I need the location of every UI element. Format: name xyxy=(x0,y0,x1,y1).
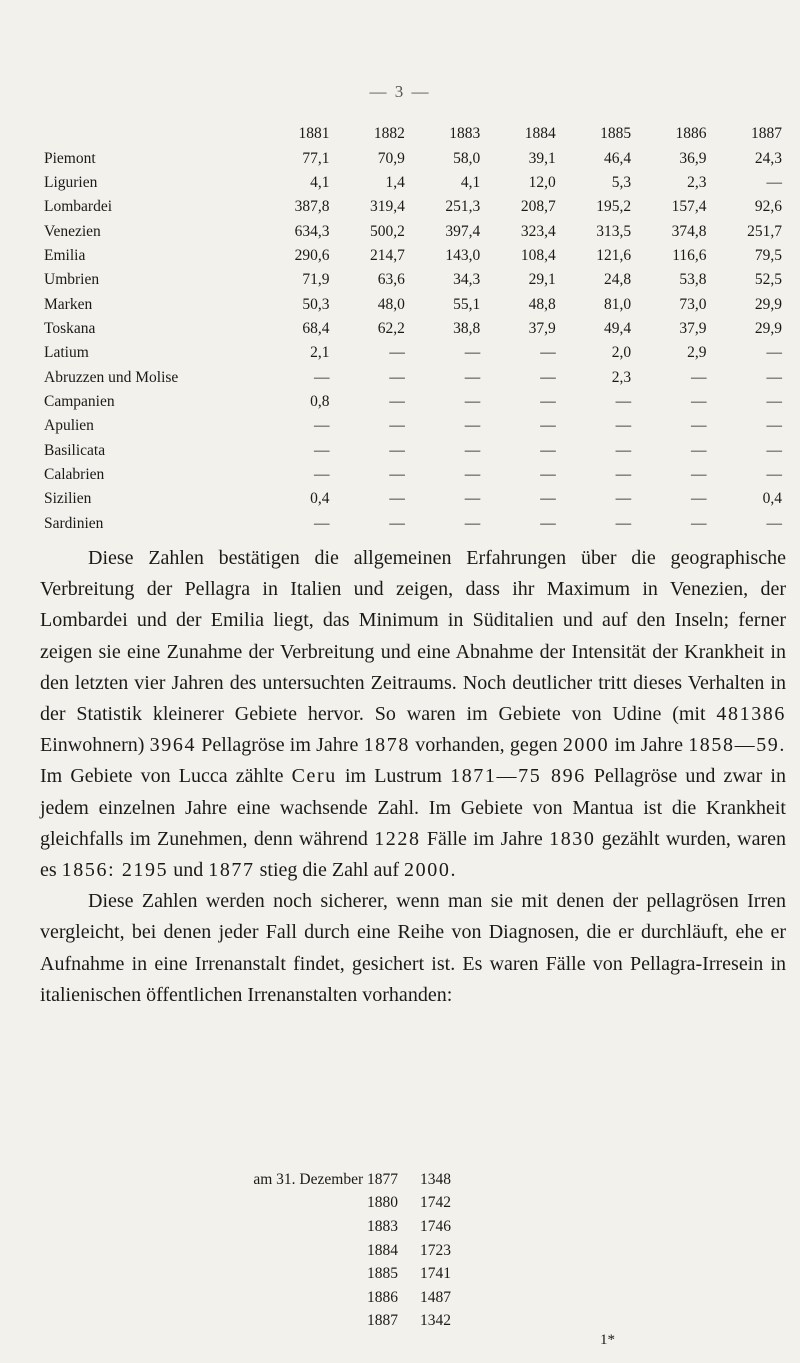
table-cell: 2,1 xyxy=(310,344,330,362)
asylum-row xyxy=(196,1215,451,1239)
table-cell: — xyxy=(766,465,782,483)
table-cell: 0,8 xyxy=(310,392,330,410)
table-cell: 2,9 xyxy=(687,344,707,362)
table-cell: — xyxy=(691,441,707,459)
table-cell: — xyxy=(691,417,707,435)
table-cell: — xyxy=(615,465,632,483)
table-cell: — xyxy=(464,514,481,532)
table-cell: 68,4 xyxy=(302,319,330,337)
table-row xyxy=(44,414,784,438)
table-cell: — xyxy=(313,441,330,459)
table-cell: — xyxy=(766,417,782,435)
table-cell: — xyxy=(691,392,707,410)
text-run: Pellagröse im Jahre xyxy=(196,734,364,757)
table-row xyxy=(44,195,784,219)
table-cell: 37,9 xyxy=(679,319,707,337)
table-cell: — xyxy=(389,441,405,459)
table-cell: 77,1 xyxy=(302,149,330,167)
table-cell: 29,9 xyxy=(754,319,782,337)
table-cell: — xyxy=(389,344,405,362)
table-cell: 397,4 xyxy=(445,222,481,240)
table-cell: 143,0 xyxy=(445,246,481,264)
table-cell: 4,1 xyxy=(460,173,481,191)
table-cell: — xyxy=(313,417,330,435)
asylum-row xyxy=(196,1192,451,1216)
table-row xyxy=(44,219,784,243)
table-cell: 251,7 xyxy=(747,222,782,240)
table-cell: 121,6 xyxy=(596,246,632,264)
region-name: Sizilien xyxy=(44,490,92,508)
region-name: Sardinien xyxy=(44,514,104,532)
table-cell: 24,3 xyxy=(754,149,782,167)
table-cell: 63,6 xyxy=(377,271,405,289)
table-cell: 73,0 xyxy=(679,295,707,313)
table-cell: 0,4 xyxy=(762,490,782,508)
asylum-count: 1723 xyxy=(420,1241,451,1259)
table-cell: — xyxy=(615,441,632,459)
table-cell: — xyxy=(540,392,556,410)
asylum-date: 1884 xyxy=(367,1241,398,1259)
table-cell: — xyxy=(540,441,556,459)
paragraph-asylums: Diese Zahlen werden noch sicherer, wenn man sie mit denen der pellagrösen Irren vergleicht, bei denen jeder Fall durch eine Reihe von Diagnosen, die er durchläuft, ehe er Aufnahme in eine Irrenanstalt findet, gesichert ist. Es waren Fälle von Pellagra-Irresein in italienischen öffentlichen Irrenanstalten vorhanden: xyxy=(40,890,786,1006)
region-name: Abruzzen und Molise xyxy=(44,368,179,386)
table-cell: — xyxy=(766,514,782,532)
table-cell: — xyxy=(540,368,556,386)
table-cell: — xyxy=(615,490,632,508)
table-cell: 53,8 xyxy=(679,271,707,289)
table-cell: 2,3 xyxy=(687,173,707,191)
text-run: Einwohnern) xyxy=(40,734,150,757)
text-run: Im Gebiete von Lucca zählte xyxy=(40,765,292,788)
table-cell: — xyxy=(691,490,707,508)
table-header-row xyxy=(44,122,784,146)
table-cell: — xyxy=(313,514,330,532)
table-cell: 251,3 xyxy=(445,198,481,216)
table-row xyxy=(44,365,784,389)
table-cell: 62,2 xyxy=(377,319,405,337)
table-cell: 49,4 xyxy=(603,319,632,337)
table-cell: — xyxy=(691,368,707,386)
table-cell: — xyxy=(615,514,632,532)
year-header: 1884 xyxy=(524,125,556,143)
table-cell: 71,9 xyxy=(302,271,330,289)
asylum-date: 1886 xyxy=(367,1288,398,1306)
year-header: 1882 xyxy=(373,125,405,143)
asylum-date: 1880 xyxy=(367,1194,398,1212)
table-cell: 500,2 xyxy=(370,222,405,240)
table-cell: — xyxy=(540,417,556,435)
asylum-row xyxy=(196,1168,451,1192)
table-cell: — xyxy=(389,490,405,508)
asylum-date: am 31. Dezember 1877 xyxy=(253,1170,398,1188)
table-cell: 58,0 xyxy=(453,149,481,167)
table-cell: — xyxy=(540,490,556,508)
spaced-number: 1830 xyxy=(549,827,596,850)
asylum-count: 1348 xyxy=(420,1170,451,1188)
spaced-name: Ceru xyxy=(291,765,337,788)
table-cell: 374,8 xyxy=(671,222,707,240)
table-cell: — xyxy=(389,417,405,435)
page-number: — 3 — xyxy=(369,82,431,101)
text-run: Pellagröse und zwar in jedem einzelnen Jahre eine wachsende Zahl. Im Gebiete von Mantua ist die Krankheit gleichfalls im Zunehmen, denn während xyxy=(40,765,786,850)
table-cell: 29,9 xyxy=(754,295,782,313)
asylum-row xyxy=(196,1262,451,1286)
region-name: Lombardei xyxy=(44,198,113,216)
asylum-count: 1742 xyxy=(420,1194,451,1212)
spaced-number: 1877 xyxy=(208,859,255,882)
table-cell: 214,7 xyxy=(370,246,405,264)
table-cell: 24,8 xyxy=(603,271,632,289)
asylum-count: 1487 xyxy=(420,1288,451,1306)
table-cell: — xyxy=(766,368,782,386)
table-cell: — xyxy=(615,392,632,410)
table-cell: 52,5 xyxy=(754,271,782,289)
region-name: Calabrien xyxy=(44,465,105,483)
asylum-count: 1746 xyxy=(420,1217,451,1235)
table-cell: — xyxy=(464,344,481,362)
table-cell: 2,0 xyxy=(611,344,632,362)
table-cell: — xyxy=(540,514,556,532)
spaced-number: 1228 xyxy=(374,827,421,850)
table-cell: 36,9 xyxy=(679,149,707,167)
region-name: Toskana xyxy=(44,319,96,337)
text-run: Diese Zahlen bestätigen die allgemeinen Erfahrungen über die geographische Verbreitung der Pellagra in Italien und zeigen, dass ihr Maximum in Venezien, der Lombardei und der Emilia liegt, das Minimum in Süditalien und auf den Inseln; ferner zeigen sie eine Zunahme der Verbreitung und eine Abnahme der Intensität der Krankheit in den letzten vier Jahren des untersuchten Zeitraums. Noch deutlicher tritt dieses Verhalten in der Statistik kleinerer Gebiete hervor. So waren im Gebiete von Udine (mit xyxy=(40,547,786,726)
table-cell: 79,5 xyxy=(754,246,782,264)
table-row xyxy=(44,244,784,268)
asylum-row xyxy=(196,1286,451,1310)
signature-mark: 1* xyxy=(600,1332,615,1348)
spaced-number: 481386 xyxy=(716,703,786,726)
table-row xyxy=(44,487,784,511)
region-name: Emilia xyxy=(44,246,86,264)
table-row xyxy=(44,146,784,170)
paragraph-distribution xyxy=(40,543,786,886)
table-cell: — xyxy=(389,368,405,386)
table-cell: 157,4 xyxy=(671,198,707,216)
table-cell: — xyxy=(464,392,481,410)
table-cell: 29,1 xyxy=(528,271,556,289)
region-name: Latium xyxy=(44,344,89,362)
table-row xyxy=(44,292,784,316)
table-cell: — xyxy=(389,514,405,532)
table-cell: 70,9 xyxy=(377,149,405,167)
table-cell: 1,4 xyxy=(385,173,405,191)
table-cell: — xyxy=(313,368,330,386)
spaced-number: 2000 xyxy=(562,734,610,757)
table-cell: 634,3 xyxy=(294,222,330,240)
region-name: Umbrien xyxy=(44,271,100,289)
text-run: im Jahre xyxy=(609,734,689,757)
table-row xyxy=(44,171,784,195)
text-run: im Lustrum xyxy=(336,765,451,788)
table-row xyxy=(44,317,784,341)
table-cell: — xyxy=(766,392,782,410)
text-run: vorhanden, gegen xyxy=(409,734,563,757)
table-row xyxy=(44,341,784,365)
table-row xyxy=(44,438,784,462)
table-row xyxy=(44,463,784,487)
year-header: 1886 xyxy=(675,125,707,143)
region-name: Venezien xyxy=(44,222,101,240)
table-cell: 323,4 xyxy=(520,222,556,240)
spaced-number: 2000. xyxy=(404,859,458,882)
table-cell: — xyxy=(615,417,632,435)
table-cell: 387,8 xyxy=(294,198,330,216)
table-cell: 0,4 xyxy=(310,490,330,508)
text-run: stieg die Zahl auf xyxy=(254,859,405,882)
text-run: Fälle im Jahre xyxy=(420,827,550,850)
table-cell: — xyxy=(766,173,782,191)
spaced-number: 1858—59. xyxy=(688,734,787,757)
table-row xyxy=(44,512,784,536)
year-header: 1881 xyxy=(298,125,330,143)
table-cell: 12,0 xyxy=(528,173,556,191)
asylum-count: 1741 xyxy=(420,1265,451,1283)
table-cell: — xyxy=(464,368,481,386)
table-cell: 55,1 xyxy=(453,295,481,313)
table-cell: — xyxy=(313,465,330,483)
table-cell: — xyxy=(766,344,782,362)
table-cell: 48,8 xyxy=(528,295,556,313)
spaced-number: 1856: 2195 xyxy=(61,859,169,882)
body-text xyxy=(40,543,786,1011)
region-name: Campanien xyxy=(44,392,115,410)
table-cell: — xyxy=(540,465,556,483)
table-cell: 290,6 xyxy=(294,246,330,264)
table-cell: — xyxy=(389,392,405,410)
asylum-date: 1885 xyxy=(367,1265,398,1283)
table-cell: 208,7 xyxy=(520,198,556,216)
table-cell: 48,0 xyxy=(377,295,405,313)
year-header: 1885 xyxy=(600,125,632,143)
table-cell: — xyxy=(540,344,556,362)
table-cell: 5,3 xyxy=(611,173,632,191)
table-cell: 92,6 xyxy=(754,198,782,216)
table-cell: 195,2 xyxy=(596,198,632,216)
text-run: gezählt wurden, waren es xyxy=(40,827,786,882)
asylum-date: 1887 xyxy=(367,1312,398,1330)
table-cell: — xyxy=(464,490,481,508)
table-cell: 4,1 xyxy=(310,173,330,191)
table-cell: 81,0 xyxy=(603,295,632,313)
table-cell: 37,9 xyxy=(528,319,556,337)
region-name: Ligurien xyxy=(44,173,98,191)
asylum-row xyxy=(196,1239,451,1263)
spaced-number: 1871—75 896 xyxy=(450,765,586,788)
region-name: Marken xyxy=(44,295,93,313)
asylum-date: 1883 xyxy=(367,1217,398,1235)
spaced-number: 3964 xyxy=(149,734,197,757)
table-cell: 34,3 xyxy=(453,271,481,289)
table-cell: 116,6 xyxy=(672,246,707,264)
table-cell: — xyxy=(464,417,481,435)
table-cell: — xyxy=(766,441,782,459)
table-cell: — xyxy=(691,514,707,532)
table-cell: 313,5 xyxy=(596,222,632,240)
table-cell: 2,3 xyxy=(611,368,632,386)
table-cell: 319,4 xyxy=(370,198,405,216)
table-cell: 108,4 xyxy=(520,246,556,264)
header-blank xyxy=(44,122,256,146)
region-name: Basilicata xyxy=(44,441,106,459)
region-name: Apulien xyxy=(44,417,94,435)
region-name: Piemont xyxy=(44,149,96,167)
asylum-row xyxy=(196,1310,451,1334)
year-header: 1887 xyxy=(751,125,782,143)
table-cell: — xyxy=(464,441,481,459)
table-cell: — xyxy=(389,465,405,483)
table-cell: 38,8 xyxy=(453,319,481,337)
spaced-number: 1878 xyxy=(363,734,410,757)
pellagra-statistics-table xyxy=(44,122,784,536)
year-header: 1883 xyxy=(449,125,481,143)
table-cell: 50,3 xyxy=(302,295,330,313)
asylum-count: 1342 xyxy=(420,1312,451,1330)
text-run: und xyxy=(168,859,209,882)
table-cell: — xyxy=(691,465,707,483)
table-cell: — xyxy=(464,465,481,483)
table-row xyxy=(44,268,784,292)
table-cell: 46,4 xyxy=(603,149,632,167)
table-cell: 39,1 xyxy=(528,149,556,167)
table-row xyxy=(44,390,784,414)
asylum-cases-table xyxy=(196,1168,451,1333)
